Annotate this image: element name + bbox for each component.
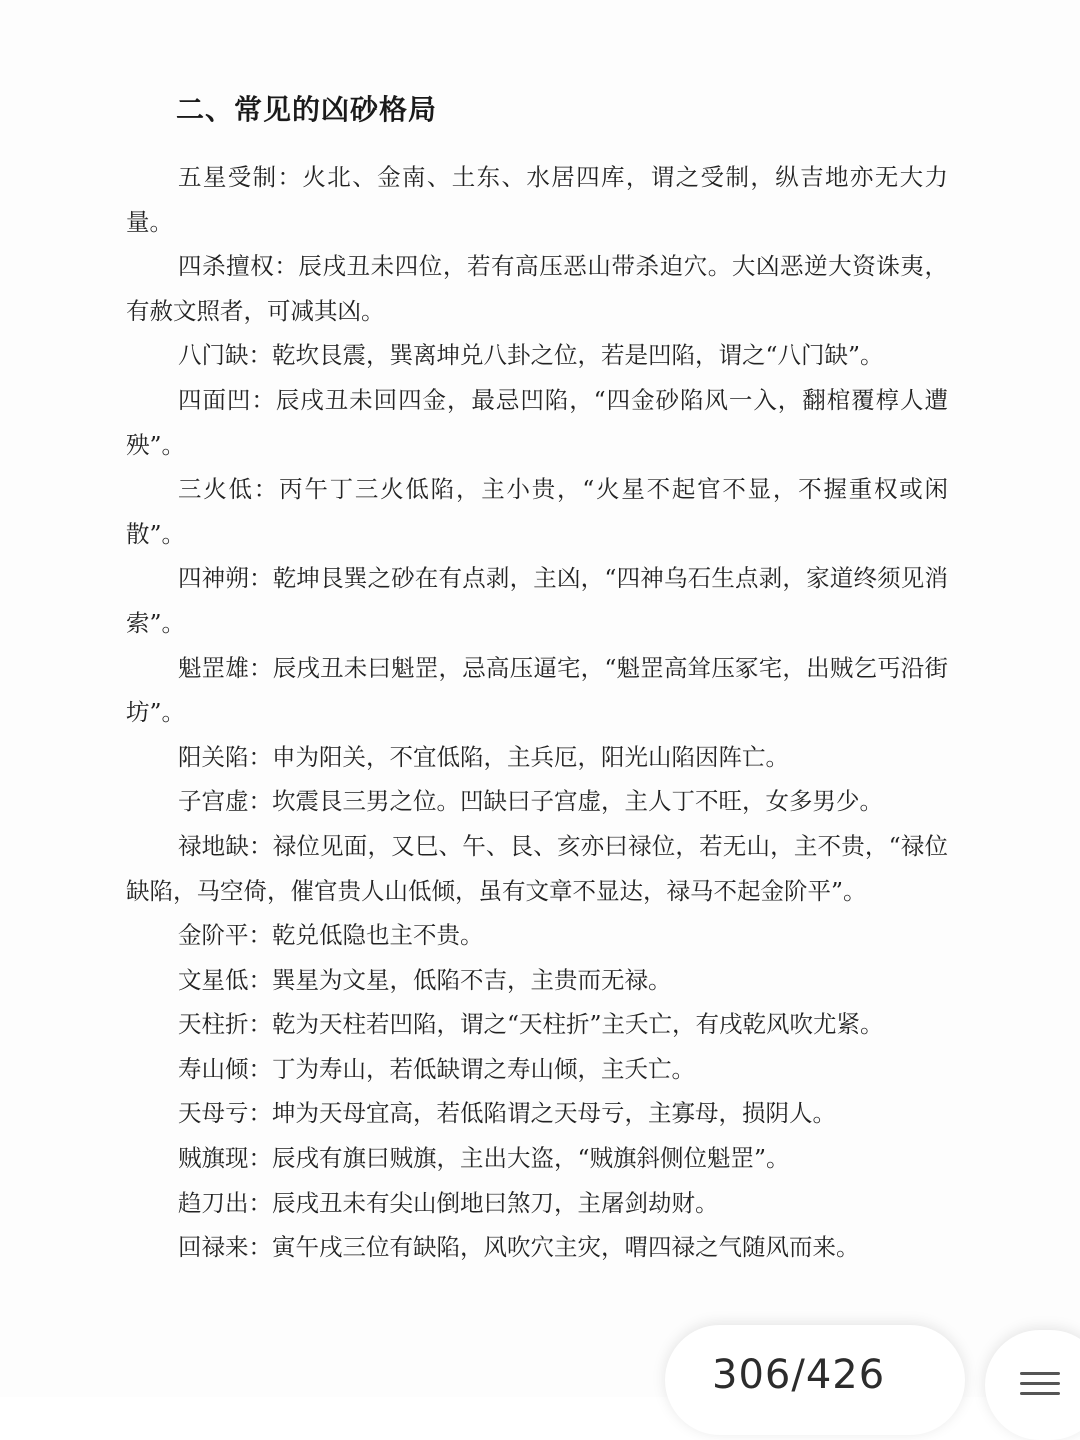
body-text <box>126 155 948 1270</box>
entry-text: 辰戌丑未曰魁罡，忌高压逼宅，“魁罡高耸压冢宅，出贼乞丐沿街坊”。 <box>126 653 948 727</box>
entry-text: 禄位见面，又巳、午、艮、亥亦曰禄位，若无山，主不贵，“禄位缺陷，马空倚，催官贵人山低倾，虽有文章不显达，禄马不起金阶平”。 <box>126 831 948 905</box>
entry-label: 禄地缺： <box>178 831 273 860</box>
entry-text: 寅午戌三位有缺陷，风吹穴主灾，喟四禄之气随风而来。 <box>272 1233 860 1262</box>
entry-label: 天柱折： <box>178 1010 272 1039</box>
entry-label: 子宫虚： <box>178 787 272 816</box>
entry-label: 回禄来： <box>178 1233 272 1262</box>
entry-label: 趋刀出： <box>178 1188 272 1217</box>
entry-paragraph <box>126 467 948 556</box>
entry-text: 辰戌有旗曰贼旗，主出大盗，“贼旗斜侧位魁罡”。 <box>272 1144 790 1173</box>
entry-text: 坎震艮三男之位。凹缺曰子宫虚，主人丁不旺，女多男少。 <box>272 787 883 816</box>
entry-text: 乾坎艮震，巽离坤兑八卦之位，若是凹陷，谓之“八门缺”。 <box>272 341 884 370</box>
page-number-indicator[interactable]: 306/426 <box>712 1352 886 1398</box>
entry-label: 四杀擅权： <box>178 252 299 281</box>
entry-paragraph <box>126 1225 948 1270</box>
entry-paragraph <box>126 779 948 824</box>
entry-paragraph <box>126 556 948 645</box>
entry-text: 巽星为文星，低陷不吉，主贵而无禄。 <box>272 965 672 994</box>
entry-label: 阳关陷： <box>178 742 272 771</box>
entry-paragraph <box>126 333 948 378</box>
entry-label: 金阶平： <box>178 921 272 950</box>
entry-text: 乾坤艮巽之砂在有点剥，主凶，“四神乌石生点剥，家道终须见消索”。 <box>126 564 948 637</box>
entry-paragraph <box>126 1136 948 1181</box>
entry-paragraph <box>126 824 948 913</box>
entry-text: 丁为寿山，若低缺谓之寿山倾，主夭亡。 <box>272 1054 695 1083</box>
entry-paragraph <box>126 1002 948 1047</box>
entry-text: 坤为天母宜高，若低陷谓之天母亏，主寡母，损阴人。 <box>272 1099 836 1128</box>
entry-paragraph <box>126 244 948 333</box>
entry-text: 乾为天柱若凹陷，谓之“天柱折”主夭亡，有戌乾风吹尤紧。 <box>272 1010 884 1039</box>
entry-text: 申为阳关，不宜低陷，主兵厄，阳光山陷因阵亡。 <box>272 742 789 771</box>
entry-text: 乾兑低隐也主不贵。 <box>272 921 484 950</box>
section-heading: 二、常见的凶砂格局 <box>176 93 438 126</box>
entry-paragraph <box>126 155 948 244</box>
entry-label: 五星受制： <box>178 163 303 191</box>
entry-text: 辰戌丑未有尖山倒地曰煞刀，主屠剑劫财。 <box>272 1188 719 1217</box>
entry-label: 八门缺： <box>178 341 272 370</box>
entry-paragraph <box>126 1181 948 1226</box>
entry-label: 天母亏： <box>178 1099 272 1128</box>
menu-icon[interactable] <box>1020 1372 1060 1397</box>
entry-text: 辰戌丑未回四金，最忌凹陷，“四金砂陷风一入，翻棺覆椁人遭殃”。 <box>126 385 949 459</box>
entry-text: 火北、金南、土东、水居四库，谓之受制，纵吉地亦无大力量。 <box>126 163 949 236</box>
entry-label: 三火低： <box>178 475 280 504</box>
entry-label: 寿山倾： <box>178 1054 272 1083</box>
entry-paragraph <box>126 1047 948 1092</box>
entry-paragraph <box>126 646 948 735</box>
entry-label: 四神朔： <box>178 564 273 593</box>
entry-paragraph <box>126 958 948 1003</box>
entry-paragraph <box>126 913 948 958</box>
entry-label: 文星低： <box>178 965 272 994</box>
entry-label: 四面凹： <box>178 385 276 414</box>
entry-paragraph <box>126 378 948 467</box>
entry-paragraph <box>126 1091 948 1136</box>
entry-paragraph <box>126 735 948 780</box>
entry-text: 辰戌丑未四位，若有高压恶山带杀迫穴。大凶恶逆大资诛夷，有赦文照者，可减其凶。 <box>126 252 949 325</box>
entry-label: 魁罡雄： <box>178 653 273 682</box>
entry-text: 丙午丁三火低陷，主小贵，“火星不起官不显，不握重权或闲散”。 <box>126 475 949 548</box>
entry-label: 贼旗现： <box>178 1144 272 1173</box>
